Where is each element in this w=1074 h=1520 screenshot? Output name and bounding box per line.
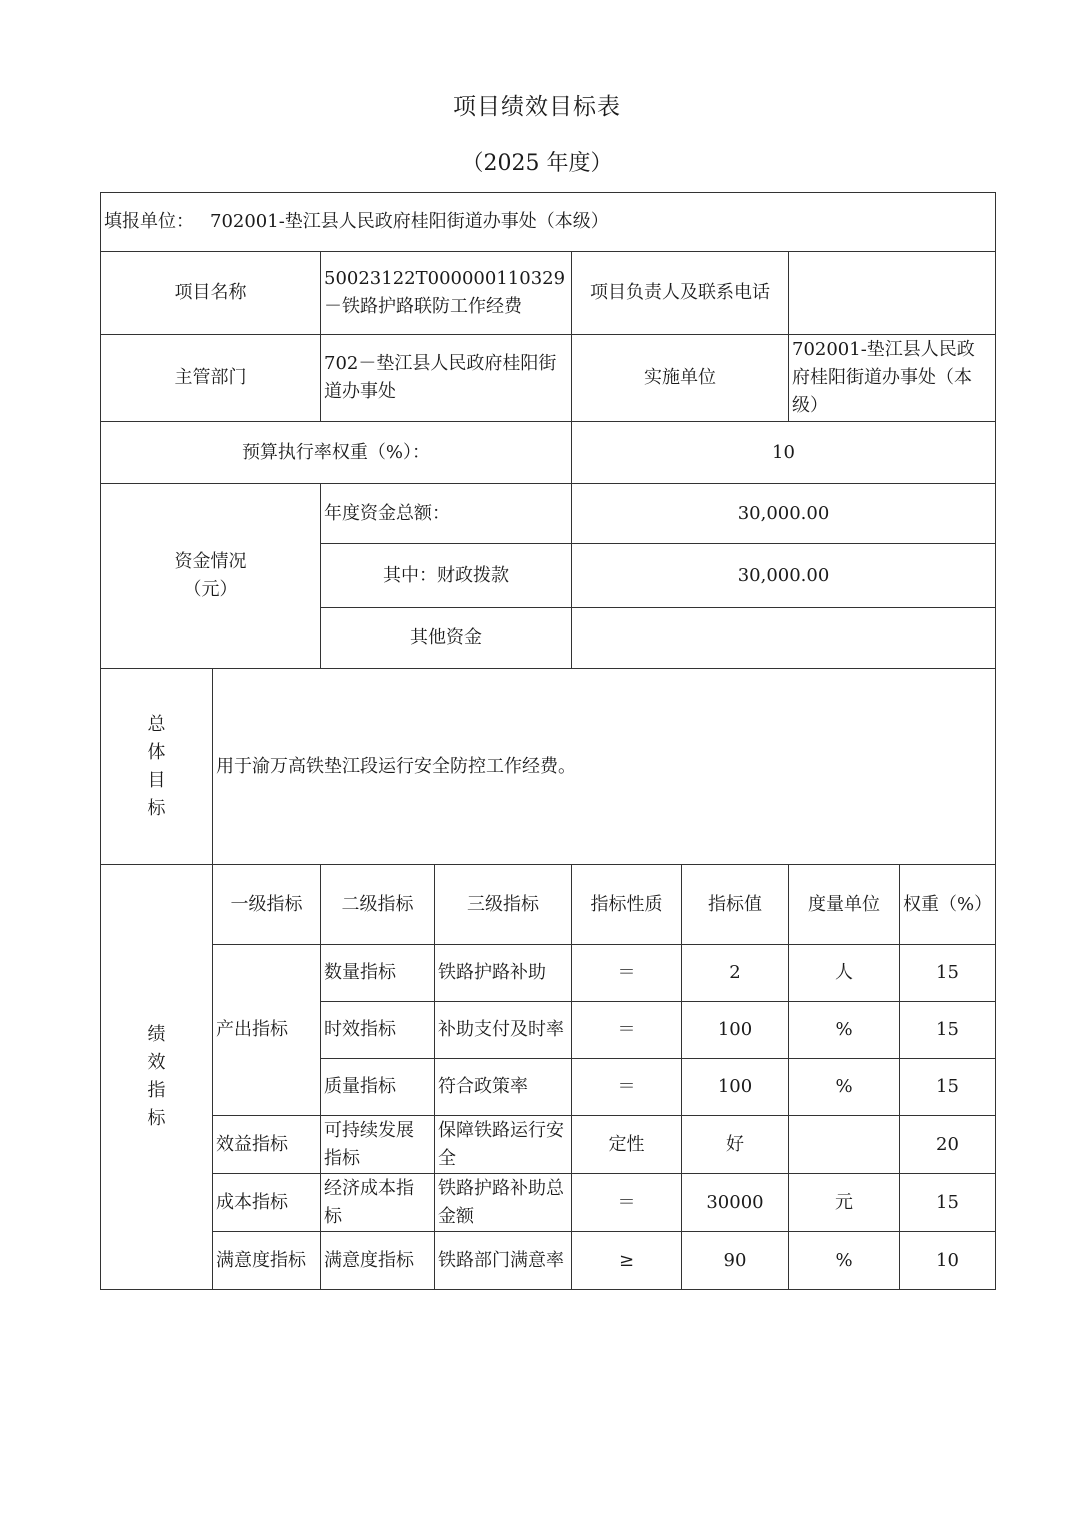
indicators-label-char: 绩 xyxy=(147,1024,166,1045)
row-weight: 20 xyxy=(899,1115,996,1174)
header-value: 指标值 xyxy=(681,864,789,945)
indicators-label xyxy=(100,864,213,1290)
row-value: 30000 xyxy=(681,1173,789,1232)
funds-total-label: 年度资金总额： xyxy=(320,483,572,544)
row-weight: 15 xyxy=(899,944,996,1002)
indicators-label-char: 效 xyxy=(147,1052,166,1073)
row-l2: 质量指标 xyxy=(320,1058,435,1116)
indicators-label-char: 标 xyxy=(147,1108,166,1129)
row-l3: 补助支付及时率 xyxy=(434,1001,572,1059)
row-unit: % xyxy=(788,1058,900,1116)
row-value: 好 xyxy=(681,1115,789,1174)
row-l3: 铁路护路补助 xyxy=(434,944,572,1002)
funds-label xyxy=(100,483,321,669)
row-l3: 符合政策率 xyxy=(434,1058,572,1116)
row-unit: 人 xyxy=(788,944,900,1002)
reporting-unit-label: 填报单位： xyxy=(104,211,194,232)
performance-table xyxy=(100,192,996,1290)
funds-other-label: 其他资金 xyxy=(320,607,572,669)
row-l2: 数量指标 xyxy=(320,944,435,1002)
goal-label-char: 目 xyxy=(147,769,166,791)
dept-label: 主管部门 xyxy=(100,334,321,422)
row-l3: 铁路护路补助总金额 xyxy=(434,1173,572,1232)
row-l2: 时效指标 xyxy=(320,1001,435,1059)
funds-other-value xyxy=(571,607,996,669)
row-value: 100 xyxy=(681,1001,789,1059)
row-value: 90 xyxy=(681,1231,789,1290)
row-nature: ≥ xyxy=(571,1231,682,1290)
impl-label: 实施单位 xyxy=(571,334,789,422)
row-value: 100 xyxy=(681,1058,789,1116)
reporting-unit-row xyxy=(100,192,996,252)
funds-fiscal-label: 其中：财政拨款 xyxy=(320,543,572,608)
dept-value: 702－垫江县人民政府桂阳街道办事处 xyxy=(320,334,572,422)
row-l2: 满意度指标 xyxy=(320,1231,435,1290)
row-unit: 元 xyxy=(788,1173,900,1232)
funds-fiscal-value: 30,000.00 xyxy=(571,543,996,608)
goal-label-char: 标 xyxy=(147,797,166,819)
row-l3: 铁路部门满意率 xyxy=(434,1231,572,1290)
goal-label xyxy=(100,668,213,865)
page-subtitle: （2025 年度） xyxy=(461,151,613,176)
header-level1: 一级指标 xyxy=(212,864,321,945)
row-l2: 经济成本指标 xyxy=(320,1173,435,1232)
header-weight: 权重（%） xyxy=(899,864,996,945)
project-name-value: 50023122T000000110329－铁路护路联防工作经费 xyxy=(320,251,572,335)
row-weight: 15 xyxy=(899,1001,996,1059)
row-l2: 可持续发展指标 xyxy=(320,1115,435,1174)
level1-output: 产出指标 xyxy=(212,944,321,1116)
goal-label-char: 总 xyxy=(147,713,166,735)
impl-value: 702001-垫江县人民政府桂阳街道办事处（本级） xyxy=(788,334,996,422)
header-level2: 二级指标 xyxy=(320,864,435,945)
level1-satisfaction: 满意度指标 xyxy=(212,1231,321,1290)
indicators-label-char: 指 xyxy=(147,1080,166,1101)
header-unit: 度量单位 xyxy=(788,864,900,945)
goal-label-char: 体 xyxy=(147,741,166,763)
reporting-unit-value: 702001-垫江县人民政府桂阳街道办事处（本级） xyxy=(210,211,609,232)
level1-benefit: 效益指标 xyxy=(212,1115,321,1174)
row-nature: 定性 xyxy=(571,1115,682,1174)
rate-weight-value: 10 xyxy=(571,421,996,484)
rate-weight-label: 预算执行率权重（%）： xyxy=(100,421,572,484)
row-unit xyxy=(788,1115,900,1174)
goal-text: 用于渝万高铁垫江段运行安全防控工作经费。 xyxy=(212,668,996,865)
header-nature: 指标性质 xyxy=(571,864,682,945)
funds-label-line1: 资金情况 xyxy=(174,551,247,572)
header-level3: 三级指标 xyxy=(434,864,572,945)
row-weight: 10 xyxy=(899,1231,996,1290)
project-name-label: 项目名称 xyxy=(100,251,321,335)
project-contact-label: 项目负责人及联系电话 xyxy=(571,251,789,335)
row-nature: ＝ xyxy=(571,944,682,1002)
row-weight: 15 xyxy=(899,1173,996,1232)
level1-cost: 成本指标 xyxy=(212,1173,321,1232)
row-unit: % xyxy=(788,1001,900,1059)
page-title: 项目绩效目标表 xyxy=(453,94,621,120)
project-contact-value xyxy=(788,251,996,335)
row-value: 2 xyxy=(681,944,789,1002)
row-nature: ＝ xyxy=(571,1173,682,1232)
funds-total-value: 30,000.00 xyxy=(571,483,996,544)
row-nature: ＝ xyxy=(571,1001,682,1059)
row-l3: 保障铁路运行安全 xyxy=(434,1115,572,1174)
row-nature: ＝ xyxy=(571,1058,682,1116)
funds-label-line2: （元） xyxy=(183,579,238,600)
row-unit: % xyxy=(788,1231,900,1290)
row-weight: 15 xyxy=(899,1058,996,1116)
